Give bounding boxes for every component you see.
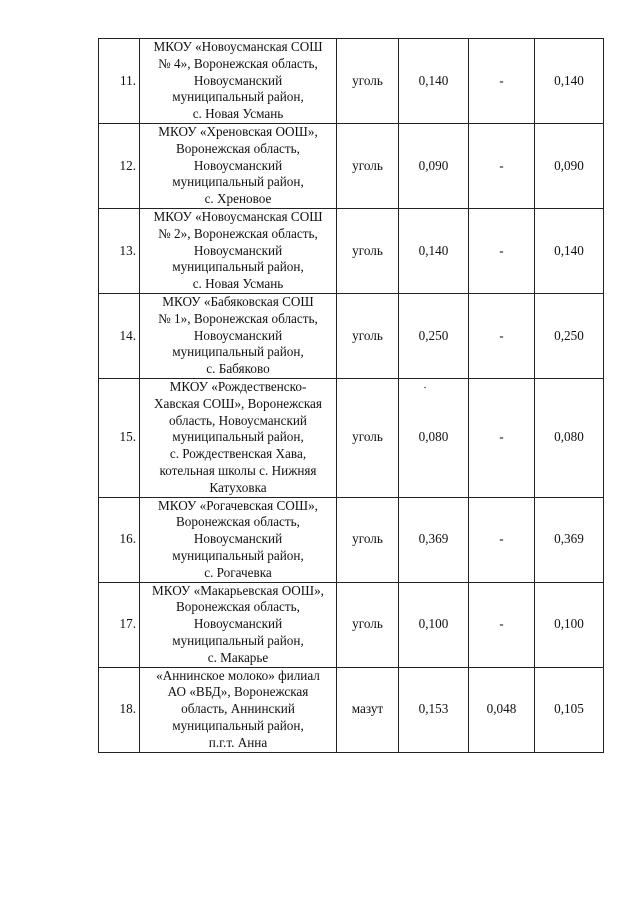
row-number: 14. (99, 294, 140, 379)
value-cell-2: - (469, 39, 535, 124)
value-cell-2: - (469, 497, 535, 582)
value-cell-1: 0,250 (399, 294, 469, 379)
fuel-type-cell: уголь (337, 497, 399, 582)
table-row (99, 209, 604, 294)
value-cell-3: 0,100 (535, 582, 604, 667)
fuel-type-cell: уголь (337, 294, 399, 379)
organization-cell: «Аннинское молоко» филиал АО «ВБД», Воронежская область, Аннинский муниципальный район, п.г.т. Анна (140, 667, 337, 752)
organization-cell: МКОУ «Бабяковская СОШ № 1», Воронежская область, Новоусманский муниципальный район, с. Бабяково (140, 294, 337, 379)
table-row (99, 582, 604, 667)
row-number: 13. (99, 209, 140, 294)
value-cell-2: 0,048 (469, 667, 535, 752)
value-cell-1: 0,080 (399, 379, 469, 498)
value-cell-1: 0,140 (399, 39, 469, 124)
value-cell-2: - (469, 379, 535, 498)
value-cell-1: 0,369 (399, 497, 469, 582)
value-cell-3: 0,105 (535, 667, 604, 752)
table-row (99, 667, 604, 752)
table-row (99, 39, 604, 124)
row-number: 17. (99, 582, 140, 667)
table-row (99, 294, 604, 379)
value-cell-1: 0,153 (399, 667, 469, 752)
value-cell-3: 0,080 (535, 379, 604, 498)
fuel-type-cell: мазут (337, 667, 399, 752)
fuel-type-cell: уголь (337, 209, 399, 294)
row-number: 16. (99, 497, 140, 582)
value-cell-3: 0,140 (535, 39, 604, 124)
value-cell-1: 0,140 (399, 209, 469, 294)
organization-cell: МКОУ «Рогачевская СОШ», Воронежская область, Новоусманский муниципальный район, с. Рогачевка (140, 497, 337, 582)
value-cell-2: - (469, 124, 535, 209)
organization-cell: МКОУ «Рождественско- Хавская СОШ», Воронежская область, Новоусманский муниципальный район, с. Рождественская Хава, котельная школы с. Нижняя Катуховка (140, 379, 337, 498)
value-cell-2: - (469, 582, 535, 667)
row-number: 12. (99, 124, 140, 209)
row-number: 18. (99, 667, 140, 752)
row-number: 11. (99, 39, 140, 124)
value-cell-1: 0,100 (399, 582, 469, 667)
value-cell-2: - (469, 294, 535, 379)
organization-cell: МКОУ «Макарьевская ООШ», Воронежская область, Новоусманский муниципальный район, с. Макарье (140, 582, 337, 667)
table-row (99, 497, 604, 582)
fuel-type-cell: уголь (337, 582, 399, 667)
table-row (99, 124, 604, 209)
value-cell-2: - (469, 209, 535, 294)
organization-cell: МКОУ «Новоусманская СОШ № 4», Воронежская область, Новоусманский муниципальный район, с. Новая Усмань (140, 39, 337, 124)
fuel-allocation-table (98, 38, 604, 753)
value-cell-3: 0,140 (535, 209, 604, 294)
value-cell-3: 0,250 (535, 294, 604, 379)
value-cell-1: 0,090 (399, 124, 469, 209)
organization-cell: МКОУ «Хреновская ООШ», Воронежская область, Новоусманский муниципальный район, с. Хреновое (140, 124, 337, 209)
organization-cell: МКОУ «Новоусманская СОШ № 2», Воронежская область, Новоусманский муниципальный район, с. Новая Усмань (140, 209, 337, 294)
row-number: 15. (99, 379, 140, 498)
table-row (99, 379, 604, 498)
scan-speck (424, 387, 426, 388)
value-cell-3: 0,369 (535, 497, 604, 582)
value-cell-3: 0,090 (535, 124, 604, 209)
fuel-type-cell: уголь (337, 124, 399, 209)
fuel-type-cell: уголь (337, 39, 399, 124)
fuel-type-cell: уголь (337, 379, 399, 498)
